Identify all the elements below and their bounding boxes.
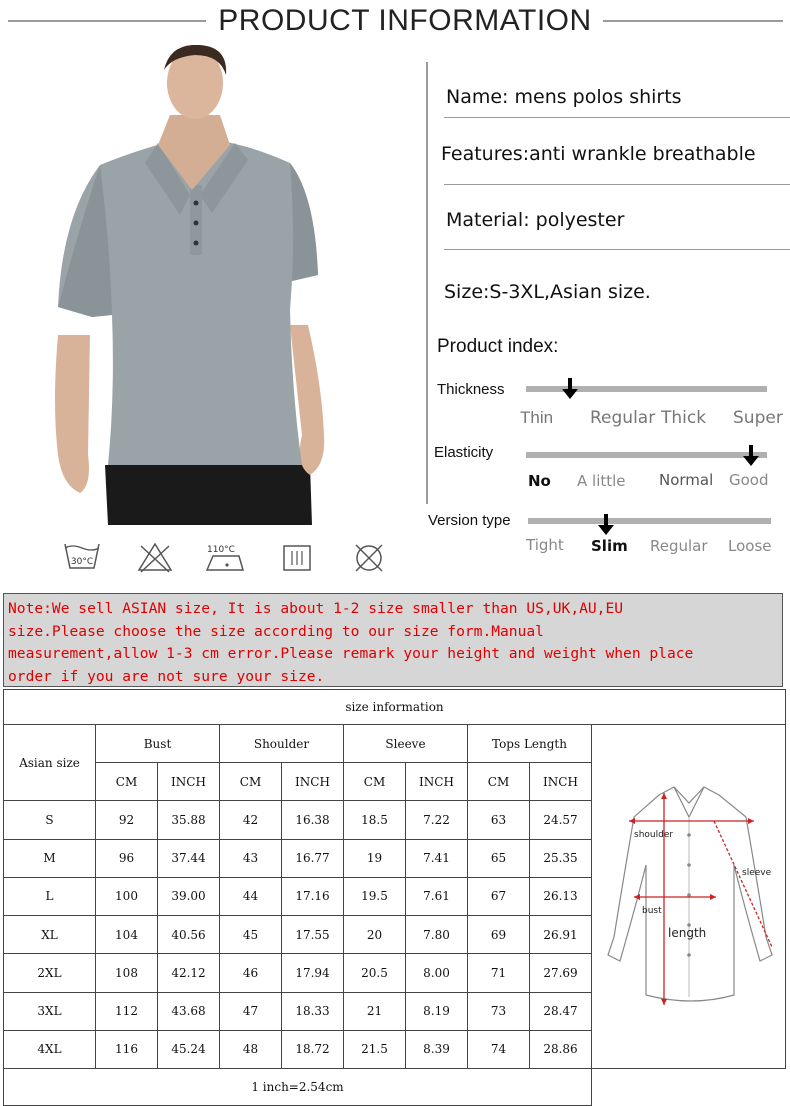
version-track bbox=[528, 518, 771, 524]
size-cell: 3XL bbox=[4, 992, 96, 1030]
page-title: PRODUCT INFORMATION bbox=[218, 4, 592, 37]
value-cell: 7.22 bbox=[406, 801, 468, 839]
group-header: Sleeve bbox=[344, 725, 468, 763]
thickness-marker-icon bbox=[560, 378, 580, 400]
value-cell: 28.86 bbox=[530, 1030, 592, 1068]
iron-110-icon bbox=[203, 540, 243, 574]
value-cell: 104 bbox=[96, 916, 158, 954]
diagram-bust-label: bust bbox=[641, 906, 662, 916]
value-cell: 19 bbox=[344, 839, 406, 877]
no-tumble-dry-icon bbox=[350, 540, 390, 574]
value-cell: 17.16 bbox=[282, 877, 344, 915]
size-cell: L bbox=[4, 877, 96, 915]
value-cell: 20 bbox=[344, 916, 406, 954]
size-table-caption: size information bbox=[4, 690, 786, 725]
unit-header: INCH bbox=[158, 763, 220, 801]
shirt-measure-diagram bbox=[594, 725, 784, 1065]
value-cell: 18.33 bbox=[282, 992, 344, 1030]
value-cell: 28.47 bbox=[530, 992, 592, 1030]
thickness-label: Thickness bbox=[437, 381, 505, 398]
unit-header: CM bbox=[220, 763, 282, 801]
info-divider bbox=[426, 62, 428, 504]
unit-header: CM bbox=[468, 763, 530, 801]
value-cell: 26.13 bbox=[530, 877, 592, 915]
group-header: Tops Length bbox=[468, 725, 592, 763]
elasticity-option: A little bbox=[577, 472, 626, 490]
value-cell: 19.5 bbox=[344, 877, 406, 915]
value-cell: 39.00 bbox=[158, 877, 220, 915]
elasticity-marker-icon bbox=[741, 445, 761, 467]
value-cell: 46 bbox=[220, 954, 282, 992]
size-header: Asian size bbox=[4, 725, 96, 801]
group-header: Shoulder bbox=[220, 725, 344, 763]
version-option: Tight bbox=[526, 536, 564, 554]
info-name: Name: mens polos shirts bbox=[446, 86, 682, 108]
value-cell: 65 bbox=[468, 839, 530, 877]
value-cell: 43 bbox=[220, 839, 282, 877]
unit-header: INCH bbox=[282, 763, 344, 801]
thickness-option: Regular bbox=[590, 408, 656, 428]
line-dry-icon bbox=[278, 540, 318, 574]
value-cell: 27.69 bbox=[530, 954, 592, 992]
value-cell: 16.38 bbox=[282, 801, 344, 839]
value-cell: 16.77 bbox=[282, 839, 344, 877]
thickness-option: Super bbox=[733, 408, 783, 428]
unit-header: CM bbox=[344, 763, 406, 801]
size-cell: 4XL bbox=[4, 1030, 96, 1068]
note-line: measurement,allow 1-3 cm error.Please remark your height and weight when place bbox=[8, 645, 694, 662]
value-cell: 17.55 bbox=[282, 916, 344, 954]
value-cell: 24.57 bbox=[530, 801, 592, 839]
size-table bbox=[3, 689, 786, 1106]
value-cell: 7.41 bbox=[406, 839, 468, 877]
size-table-footer: 1 inch=2.54cm bbox=[4, 1069, 592, 1106]
value-cell: 73 bbox=[468, 992, 530, 1030]
unit-header: CM bbox=[96, 763, 158, 801]
diagram-sleeve-label: sleeve bbox=[741, 868, 771, 878]
value-cell: 8.19 bbox=[406, 992, 468, 1030]
value-cell: 7.61 bbox=[406, 877, 468, 915]
value-cell: 20.5 bbox=[344, 954, 406, 992]
elasticity-option: Good bbox=[729, 471, 769, 489]
product-index-title: Product index: bbox=[437, 336, 559, 357]
value-cell: 18.72 bbox=[282, 1030, 344, 1068]
group-header: Bust bbox=[96, 725, 220, 763]
elasticity-label: Elasticity bbox=[434, 444, 494, 461]
no-bleach-icon bbox=[135, 540, 175, 574]
value-cell: 42 bbox=[220, 801, 282, 839]
note-line: size.Please choose the size according to our size form.Manual bbox=[8, 622, 544, 640]
value-cell: 8.00 bbox=[406, 954, 468, 992]
elasticity-option: Normal bbox=[659, 471, 714, 489]
value-cell: 69 bbox=[468, 916, 530, 954]
header-line-left bbox=[8, 20, 206, 22]
value-cell: 7.80 bbox=[406, 916, 468, 954]
value-cell: 47 bbox=[220, 992, 282, 1030]
value-cell: 45 bbox=[220, 916, 282, 954]
version-marker-icon bbox=[596, 514, 616, 536]
size-cell: 2XL bbox=[4, 954, 96, 992]
note-line: Note:We sell ASIAN size, It is about 1-2 size smaller than US,UK,AU,EU bbox=[8, 600, 624, 617]
version-option: Loose bbox=[728, 537, 772, 555]
value-cell: 18.5 bbox=[344, 801, 406, 839]
version-option: Regular bbox=[650, 537, 708, 555]
value-cell: 112 bbox=[96, 992, 158, 1030]
size-cell: M bbox=[4, 839, 96, 877]
size-note bbox=[3, 593, 783, 687]
value-cell: 17.94 bbox=[282, 954, 344, 992]
value-cell: 67 bbox=[468, 877, 530, 915]
wash-30-icon bbox=[62, 540, 102, 574]
value-cell: 43.68 bbox=[158, 992, 220, 1030]
value-cell: 100 bbox=[96, 877, 158, 915]
diagram-shoulder-label: shoulder bbox=[633, 830, 673, 840]
value-cell: 25.35 bbox=[530, 839, 592, 877]
note-line: order if you are not sure your size. bbox=[8, 667, 325, 685]
value-cell: 44 bbox=[220, 877, 282, 915]
value-cell: 26.91 bbox=[530, 916, 592, 954]
size-cell: XL bbox=[4, 916, 96, 954]
value-cell: 63 bbox=[468, 801, 530, 839]
value-cell: 21.5 bbox=[344, 1030, 406, 1068]
size-cell: S bbox=[4, 801, 96, 839]
value-cell: 35.88 bbox=[158, 801, 220, 839]
shirt-diagram bbox=[592, 725, 786, 1069]
value-cell: 92 bbox=[96, 801, 158, 839]
value-cell: 21 bbox=[344, 992, 406, 1030]
info-material: Material: polyester bbox=[446, 209, 625, 231]
value-cell: 116 bbox=[96, 1030, 158, 1068]
product-photo bbox=[40, 45, 340, 525]
header-line-right bbox=[603, 20, 783, 22]
value-cell: 8.39 bbox=[406, 1030, 468, 1068]
value-cell: 108 bbox=[96, 954, 158, 992]
info-size: Size:S-3XL,Asian size. bbox=[444, 281, 651, 303]
value-cell: 48 bbox=[220, 1030, 282, 1068]
value-cell: 45.24 bbox=[158, 1030, 220, 1068]
value-cell: 96 bbox=[96, 839, 158, 877]
info-separator bbox=[444, 184, 790, 185]
iron-temp-label: 110°C bbox=[207, 545, 235, 555]
info-separator bbox=[444, 249, 790, 250]
value-cell: 40.56 bbox=[158, 916, 220, 954]
thickness-option: Thin bbox=[520, 408, 554, 427]
value-cell: 37.44 bbox=[158, 839, 220, 877]
diagram-length-label: length bbox=[667, 926, 706, 940]
version-option: Slim bbox=[591, 537, 628, 555]
unit-header: INCH bbox=[530, 763, 592, 801]
info-separator bbox=[444, 117, 790, 118]
info-features: Features:anti wrankle breathable bbox=[441, 143, 756, 165]
elasticity-option: No bbox=[528, 472, 551, 490]
unit-header: INCH bbox=[406, 763, 468, 801]
value-cell: 42.12 bbox=[158, 954, 220, 992]
version-label: Version type bbox=[428, 512, 511, 529]
value-cell: 74 bbox=[468, 1030, 530, 1068]
wash-temp-label: 30°C bbox=[70, 557, 94, 567]
value-cell: 71 bbox=[468, 954, 530, 992]
elasticity-track bbox=[526, 452, 767, 458]
thickness-option: Thick bbox=[661, 408, 707, 428]
